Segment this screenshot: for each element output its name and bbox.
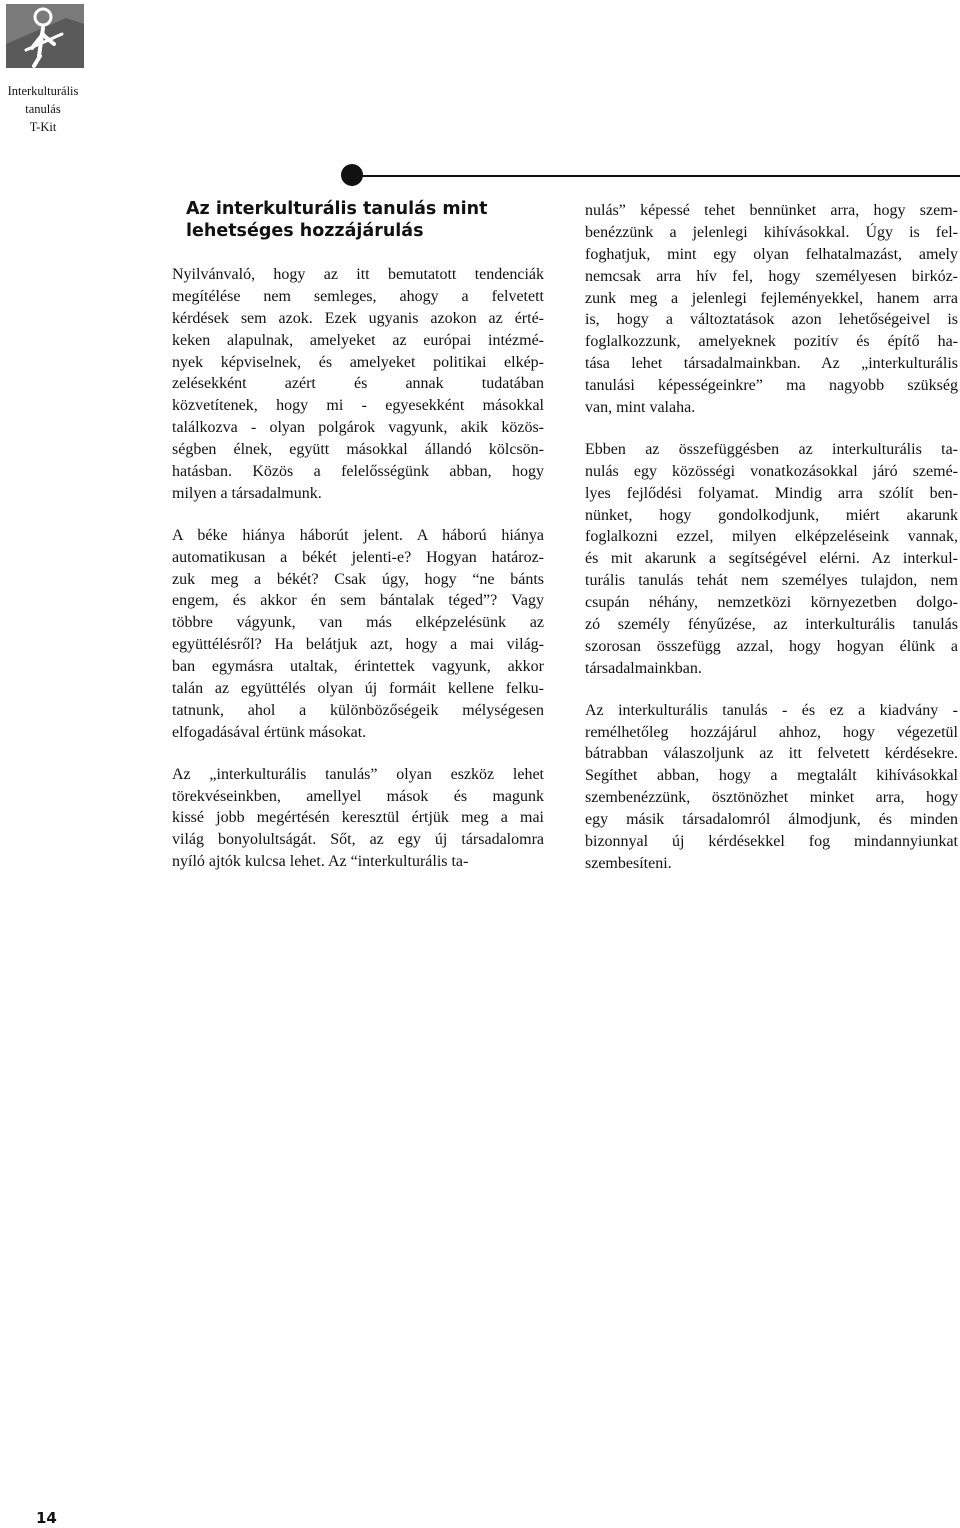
text-line: talán az együttélés olyan új formáit kellene felku- — [172, 680, 544, 698]
heading-line: lehetséges hozzájárulás — [186, 221, 424, 241]
text-line: benézzünk a jelenlegi kihívásokkal. Úgy is fel- — [585, 223, 958, 241]
text-line: foglalkozzunk, amelyeknek pozitív és építő ha- — [585, 333, 958, 351]
paragraph — [172, 264, 544, 505]
paragraph-gap — [172, 505, 544, 525]
page-number: 14 — [36, 1509, 57, 1527]
text-line: hatásban. Közös a felelősségünk abban, hogy — [172, 463, 544, 481]
text-line: társadalmainkban. — [585, 659, 702, 677]
text-line: Ebben az összefüggésben az interkulturális ta- — [585, 440, 958, 458]
text-line: szembenézzünk, ösztönözhet minket arra, hogy — [585, 789, 958, 807]
text-line: Az „interkulturális tanulás” olyan eszköz lehet — [172, 765, 544, 783]
text-line: tatnunk, ahol a különbözőségeik mélységesen — [172, 701, 544, 719]
text-line: is, hogy a változtatások azon lehetőségeivel is — [585, 311, 958, 329]
heading-line: Az interkulturális tanulás mint — [186, 199, 488, 219]
right-column — [585, 200, 958, 875]
text-line: keken alapulnak, amelyeket az európai intézmé- — [172, 331, 544, 349]
brand-line: Interkulturális — [7, 84, 79, 98]
text-line: Segíthet abban, hogy a megtalált kihívásokkal — [585, 767, 958, 785]
text-line: kissé jobb megértésén keresztül értjük meg a mai — [172, 809, 544, 827]
text-line: zó személy fényűzése, az interkulturális tanulás — [585, 616, 958, 634]
text-line: milyen a társadalmunk. — [172, 484, 322, 502]
text-line: zuk meg a békét? Csak úgy, hogy “ne bánts — [172, 570, 544, 588]
text-line: elfogadásával értünk másokat. — [172, 723, 367, 741]
text-line: nyek képviselnek, és amelyeket politikai elkép- — [172, 353, 544, 371]
text-line: együttélésről? Ha belátjuk azt, hogy a mai világ- — [172, 636, 544, 654]
paragraph — [172, 764, 544, 873]
text-line: nünket, hogy gondolkodjunk, miért akarunk — [585, 506, 958, 524]
stylized-figure-logo-icon — [6, 4, 84, 68]
text-line: szorosan összefügg azzal, hogy hogyan élünk a — [585, 637, 958, 655]
text-line: csupán néhány, nemzetközi környezetben dolgo- — [585, 594, 958, 612]
text-line: világ bonyolultságát. Sőt, az egy új társadalomra — [172, 831, 544, 849]
text-line: egy másik társadalomról álmodjunk, és minden — [585, 811, 958, 829]
text-line: tása lehet társadalmainkban. Az „interkulturális — [585, 355, 958, 373]
text-line: megítélése nem semleges, ahogy a felvetett — [172, 287, 544, 305]
brand-line: tanulás — [25, 102, 61, 116]
paragraph-gap — [172, 744, 544, 764]
text-line: nemcsak arra hív fel, hogy személyesen birkóz- — [585, 267, 958, 285]
text-line: és mit akarunk a segítségével elérni. Az interkul- — [585, 550, 958, 568]
text-line: nulás egy közösségi vonatkozásokkal járó szemé- — [585, 462, 958, 480]
text-line: lyes fejlődési folyamat. Mindig arra szólít ben- — [585, 484, 958, 502]
text-line: közvetítenek, hogy mi - egyesekként másokkal — [172, 397, 544, 415]
text-line: automatikusan a békét jelenti-e? Hogyan határoz- — [172, 548, 544, 566]
paragraph — [585, 439, 958, 680]
text-line: tanulási képességeinkre” ma nagyobb szükség — [585, 377, 958, 395]
text-line: nulás” képessé tehet bennünket arra, hogy szem- — [585, 202, 958, 219]
paragraph — [172, 525, 544, 744]
text-line: foglalkozni ezzel, milyen elképzeléseink vannak, — [585, 528, 958, 546]
text-line: szembesíteni. — [585, 854, 672, 872]
text-line: Az interkulturális tanulás - és ez a kiadvány - — [585, 701, 958, 719]
paragraph-gap — [585, 419, 958, 439]
brand-line: T-Kit — [29, 120, 57, 134]
text-line: bátrabban válaszoljunk az itt felvetett kérdésekre. — [585, 745, 958, 763]
brand-text — [0, 82, 86, 136]
text-line: nyíló ajtók kulcsa lehet. Az “interkulturális ta- — [172, 853, 469, 871]
text-line: engem, és akkor én sem bántalak téged”? Vagy — [172, 592, 544, 610]
paragraph — [585, 200, 958, 419]
text-line: van, mint valaha. — [585, 399, 696, 417]
text-line: bizonnyal új kérdésekkel fog mindannyiunkat — [585, 833, 958, 851]
text-line: A béke hiánya háborút jelent. A háború hiánya — [172, 526, 544, 544]
paragraph-gap — [585, 680, 958, 700]
text-line: zelésekként azért és annak tudatában — [172, 375, 544, 393]
text-line: ségben élnek, együtt másokkal állandó kölcsön- — [172, 441, 544, 459]
text-line: ban egymásra utaltak, érintettek vagyunk, akkor — [172, 658, 544, 676]
text-line: találkozva - olyan polgárok vagyunk, akik közös- — [172, 419, 544, 437]
left-column — [172, 264, 544, 873]
text-line: foghatjuk, mint egy olyan felhatalmazást, amely — [585, 245, 958, 263]
text-line: törekvéseinkben, amellyel mások és magunk — [172, 787, 544, 805]
logo — [6, 4, 84, 68]
text-line: turális tanulás tehát nem személyes tulajdon, nem — [585, 572, 958, 590]
text-line: remélhetőleg hozzájárul ahhoz, hogy végezetül — [585, 723, 958, 741]
section-heading — [186, 198, 566, 242]
text-line: Nyilvánvaló, hogy az itt bemutatott tendenciák — [172, 266, 544, 283]
text-line: zunk meg a jelenlegi fejleményekkel, hanem arra — [585, 289, 958, 307]
text-line: kérdések sem azok. Ezek ugyanis azokon az érté- — [172, 309, 544, 327]
paragraph — [585, 700, 958, 875]
header-rule — [352, 175, 960, 177]
text-line: többre vágyunk, van más elképzelésünk az — [172, 614, 544, 632]
